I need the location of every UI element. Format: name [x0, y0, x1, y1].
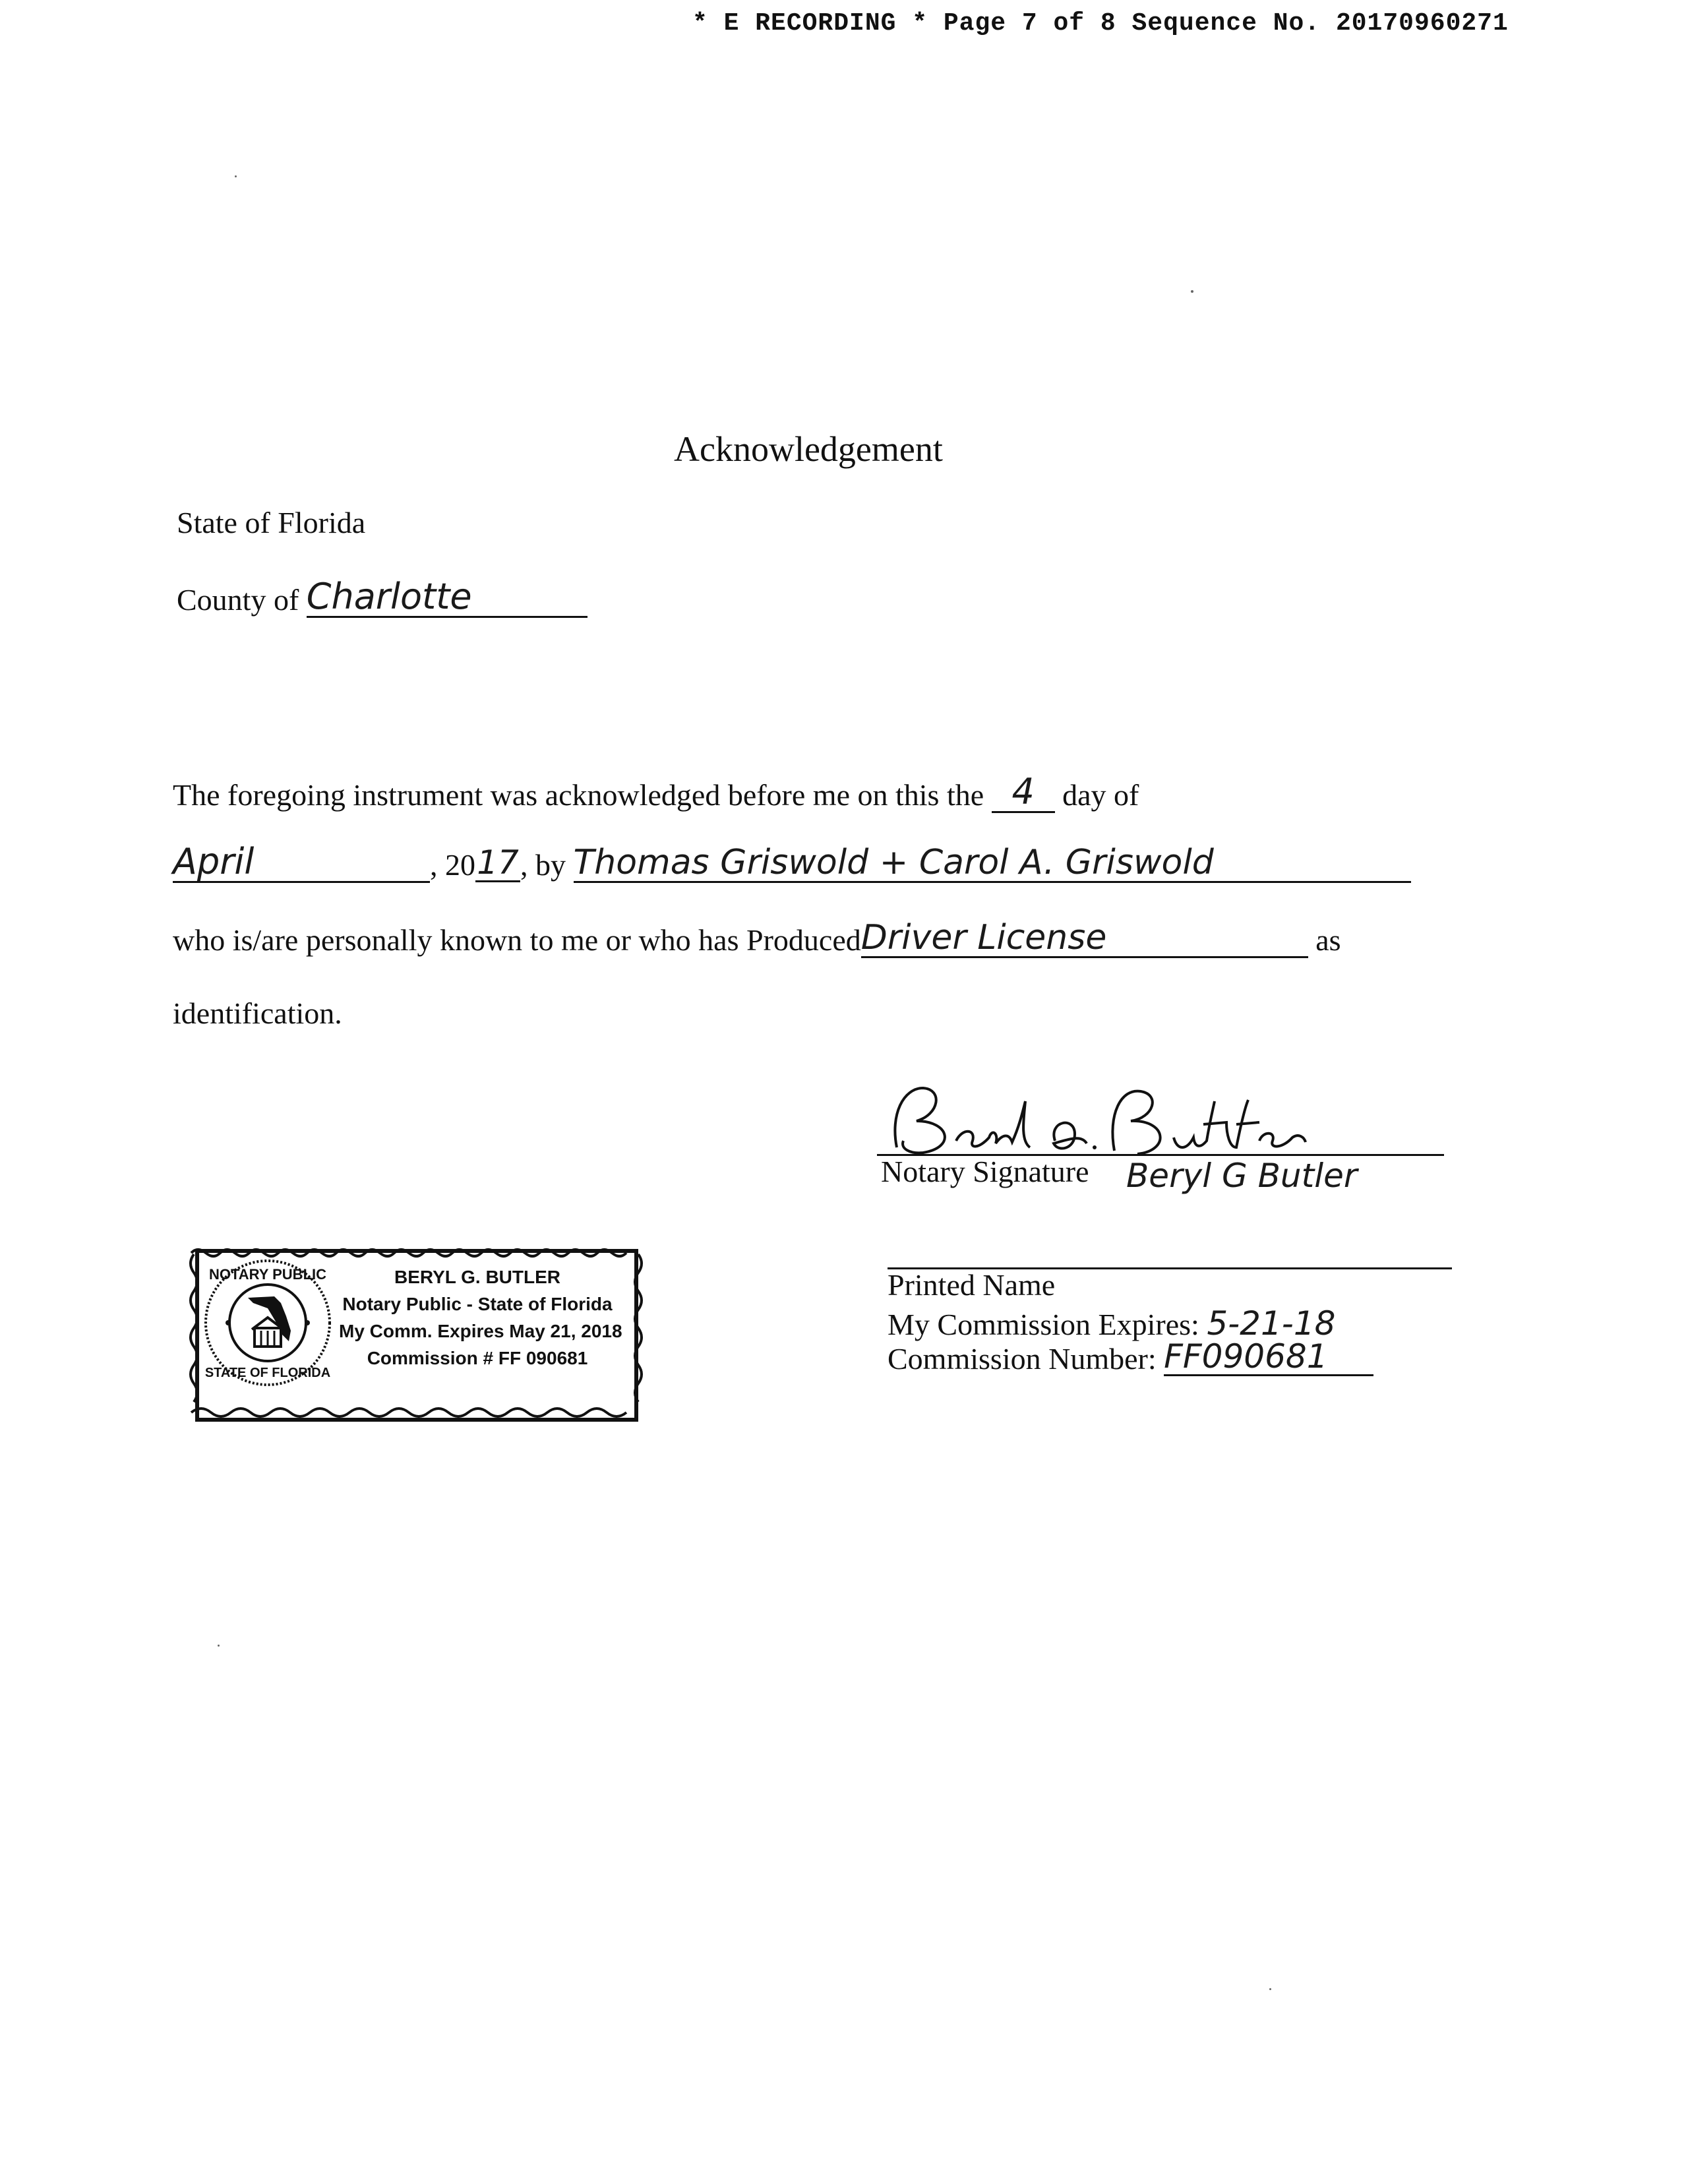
stamp-line-3: My Comm. Expires May 21, 2018: [339, 1321, 622, 1341]
county-label: County of: [177, 583, 299, 617]
year-value: 17: [477, 843, 519, 882]
line3-suffix: as: [1315, 923, 1341, 957]
body-line-3: [173, 918, 1341, 958]
scan-speck: [1269, 1988, 1271, 1990]
year-prefix: , 20: [430, 848, 475, 882]
day-value: 4: [1011, 771, 1035, 812]
document-title: Acknowledgement: [674, 429, 943, 469]
county-field: [306, 576, 588, 618]
id-value: Driver License: [860, 918, 1107, 957]
state-line: State of Florida: [177, 506, 366, 539]
commission-number-label: Commission Number:: [888, 1342, 1157, 1376]
stamp-line-2: Notary Public - State of Florida: [342, 1294, 613, 1314]
body-line-2: [173, 841, 1411, 883]
stamp-line-4: Commission # FF 090681: [367, 1348, 588, 1368]
persons-value: Thomas Griswold + Carol A. Griswold: [573, 843, 1214, 882]
florida-seal-icon: [202, 1257, 334, 1389]
notary-stamp: [186, 1240, 648, 1431]
scan-speck: [218, 1645, 220, 1647]
notary-signature: [877, 1075, 1325, 1167]
recording-header: * E RECORDING * Page 7 of 8 Sequence No. 20170960271: [692, 9, 1509, 38]
id-field: [860, 918, 1308, 958]
month-field: [173, 841, 430, 883]
body-line-4: identification.: [173, 996, 342, 1030]
line1-prefix: The foregoing instrument was acknowledged before me on this the: [173, 778, 984, 812]
persons-field: [573, 843, 1411, 883]
commission-expires-value: 5-21-18: [1207, 1304, 1336, 1343]
year-field: [475, 843, 520, 882]
stamp-name: BERYL G. BUTLER: [394, 1267, 560, 1287]
county-value: Charlotte: [306, 576, 472, 617]
stamp-text-block: [339, 1263, 622, 1372]
scan-speck: [1191, 290, 1193, 293]
commission-number-line: [888, 1337, 1373, 1376]
seal-top-text: NOTARY PUBLIC: [208, 1266, 327, 1283]
commission-number-field: [1164, 1337, 1373, 1376]
body-line-1: [173, 771, 1139, 813]
line1-suffix: day of: [1062, 778, 1139, 812]
line3-prefix: who is/are personally known to me or who has Produced: [173, 923, 861, 957]
seal-bottom-text: STATE OF FLORIDA: [204, 1366, 331, 1380]
commission-number-value: FF090681: [1164, 1337, 1328, 1376]
by-label: , by: [520, 848, 566, 882]
notary-signature-label: Notary Signature: [881, 1155, 1089, 1188]
day-field: [992, 771, 1055, 813]
county-line: [177, 576, 588, 618]
scan-speck: [235, 175, 237, 177]
commission-expires-label: My Commission Expires:: [888, 1308, 1199, 1341]
printed-name-handwritten: Beryl G Butler: [1126, 1157, 1358, 1195]
month-value: April: [173, 841, 255, 882]
printed-name-label: Printed Name: [888, 1268, 1056, 1302]
